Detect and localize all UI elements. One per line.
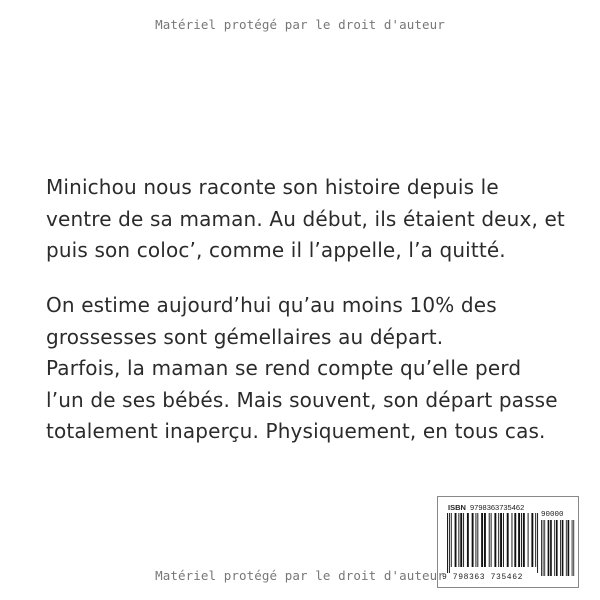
barcode-icon (447, 513, 539, 573)
barcode-bar (447, 513, 448, 573)
paragraph-line: On estime aujourd’hui qu’au moins 10% des (46, 293, 497, 317)
barcode-bar (521, 513, 522, 567)
barcode-bar (507, 513, 509, 567)
barcode-bar (494, 513, 496, 567)
barcode-bar (467, 513, 469, 567)
barcode-bar (475, 513, 476, 567)
barcode-bar (451, 513, 452, 567)
isbn-prefix: ISBN (448, 503, 466, 512)
barcode-bar (514, 513, 516, 567)
barcode-digits: 9 798363 735462 (442, 573, 524, 582)
barcode-bar (498, 513, 499, 567)
barcode-bar (535, 513, 536, 567)
paragraph-line: puis son coloc’, comme il l’appelle, l’a quitté. (46, 238, 506, 262)
barcode-bar (511, 513, 512, 567)
statistics-paragraph (46, 290, 586, 448)
barcode-bar (458, 513, 459, 567)
barcode-bar (491, 513, 492, 567)
barcode-bar (489, 513, 490, 567)
copyright-watermark-bottom: Matériel protégé par le droit d'auteur (155, 568, 445, 583)
barcode-bar (472, 513, 474, 567)
barcode-bar (523, 513, 525, 567)
paragraph-line: l’un de ses bébés. Mais souvent, son départ passe (46, 387, 558, 412)
barcode-bar (500, 513, 502, 567)
paragraph-line: grossesses sont gémellaires au départ. (46, 324, 444, 349)
barcode-bar (449, 513, 450, 573)
barcode-bar (463, 513, 464, 567)
barcode-bar (518, 513, 520, 567)
barcode-bar (477, 513, 478, 567)
paragraph-line: ventre de sa maman. Au début, ils étaient deux, et (46, 206, 565, 231)
story-paragraph (46, 172, 586, 267)
paragraph-line: Minichou nous raconte son histoire depuis le (46, 175, 499, 199)
paragraph-line: Parfois, la maman se rend compte qu’elle perd (46, 356, 522, 380)
copyright-watermark-top: Matériel protégé par le droit d'auteur (155, 17, 445, 32)
barcode-bar (531, 513, 533, 567)
barcode-bar (528, 513, 529, 567)
barcode-bar (460, 513, 462, 567)
barcode-bar (537, 513, 538, 573)
paragraph-line: totalement inaperçu. Physiquement, en tous cas. (46, 419, 546, 443)
barcode-bar (455, 513, 457, 567)
barcode-bar (484, 513, 486, 567)
isbn-number: 9798363735462 (470, 503, 525, 512)
price-addon-code: 90000 (541, 511, 564, 519)
barcode-bar (503, 513, 504, 567)
isbn-label (448, 503, 524, 512)
barcode-bar (481, 513, 483, 567)
